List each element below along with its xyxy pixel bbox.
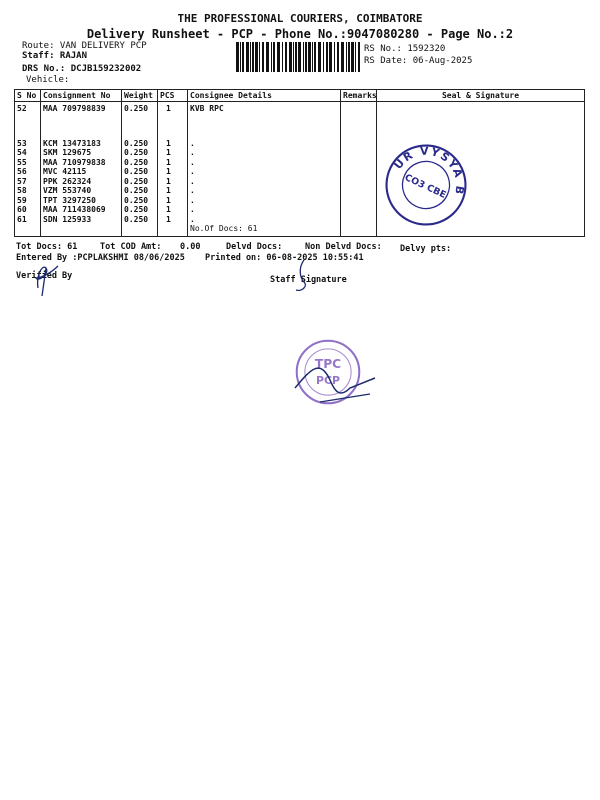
row-weight: 0.250 <box>122 196 158 206</box>
barcode-bar <box>266 42 269 72</box>
barcode-bar <box>293 42 294 72</box>
row-weight: 0.250 <box>122 167 158 177</box>
table-row <box>15 102 585 139</box>
non-delvd-docs: Non Delvd Docs: <box>305 242 382 252</box>
delvy-pts: Delvy pts: <box>400 244 452 254</box>
col-remarks: Remarks <box>341 90 377 102</box>
row-sno: 61 <box>15 215 41 225</box>
table-row <box>15 158 585 168</box>
row-remarks <box>341 158 377 168</box>
row-weight: 0.250 <box>122 139 158 149</box>
barcode-bar <box>303 42 304 72</box>
row-consignee: . <box>188 196 341 206</box>
barcode-bar <box>318 42 321 72</box>
barcode-bar <box>355 42 356 72</box>
signature-stamp-area <box>290 340 380 410</box>
barcode-bar <box>305 42 307 72</box>
barcode-bar <box>314 42 316 72</box>
vehicle-label: Vehicle: <box>26 75 70 85</box>
table-row <box>15 139 585 149</box>
barcode-bar <box>262 42 264 72</box>
row-pcs: 1 <box>158 148 188 158</box>
barcode-bar <box>250 42 251 72</box>
barcode-bar <box>351 42 354 72</box>
col-pcs: PCS <box>158 90 188 102</box>
row-consignment: MAA 711438069 <box>41 205 122 215</box>
barcode-bar <box>337 42 339 72</box>
row-pcs: 1 <box>158 196 188 206</box>
row-consignee: . <box>188 148 341 158</box>
row-remarks <box>341 148 377 158</box>
runsheet-title: Delivery Runsheet - PCP - Phone No.:9047080280 - Page No.:2 <box>86 27 514 41</box>
barcode-bar <box>308 42 311 72</box>
row-consignee: . <box>188 167 341 177</box>
barcode <box>236 42 361 72</box>
rs-number: RS No.: 1592320 <box>364 44 446 54</box>
summary-cell <box>122 224 158 236</box>
row-weight: 0.250 <box>122 215 158 225</box>
staff-signature: Staff Signature <box>270 275 347 285</box>
tpc-stamp-inner: PCP <box>316 374 340 388</box>
table-summary-row <box>15 224 585 236</box>
row-consignee: . <box>188 139 341 149</box>
barcode-bar <box>252 42 254 72</box>
row-pcs: 1 <box>158 102 188 139</box>
summary-cell <box>341 224 377 236</box>
summary-cell <box>41 224 122 236</box>
table-row <box>15 205 585 215</box>
barcode-bar <box>312 42 313 72</box>
row-weight: 0.250 <box>122 177 158 187</box>
row-remarks <box>341 186 377 196</box>
table-row <box>15 196 585 206</box>
row-consignee: KVB RPC <box>188 102 341 139</box>
row-pcs: 1 <box>158 205 188 215</box>
row-consignment: MAA 710979838 <box>41 158 122 168</box>
printed-on: Printed on: 06-08-2025 10:55:41 <box>205 253 364 263</box>
route-label: Route: VAN DELIVERY PCP <box>22 41 147 51</box>
row-pcs: 1 <box>158 215 188 225</box>
row-remarks <box>341 177 377 187</box>
row-consignee: . <box>188 186 341 196</box>
col-weight: Weight <box>122 90 158 102</box>
rs-date: RS Date: 06-Aug-2025 <box>364 56 473 66</box>
row-consignment: PPK 262324 <box>41 177 122 187</box>
row-consignee: . <box>188 205 341 215</box>
summary-cell <box>15 224 41 236</box>
barcode-bar <box>285 42 287 72</box>
table-row <box>15 177 585 187</box>
table-row <box>15 215 585 225</box>
row-sno: 53 <box>15 139 41 149</box>
row-sno: 57 <box>15 177 41 187</box>
barcode-bar <box>298 42 301 72</box>
row-consignment: SDN 125933 <box>41 215 122 225</box>
barcode-bar <box>242 42 244 72</box>
barcode-bar <box>259 42 260 72</box>
col-consignment: Consignment No <box>41 90 122 102</box>
row-remarks <box>341 139 377 149</box>
tot-cod-value: 0.00 <box>180 242 201 252</box>
barcode-bar <box>326 42 328 72</box>
row-sno: 56 <box>15 167 41 177</box>
table-row <box>15 167 585 177</box>
table-row <box>15 186 585 196</box>
barcode-bar <box>341 42 344 72</box>
row-pcs: 1 <box>158 167 188 177</box>
barcode-bar <box>277 42 280 72</box>
barcode-bar <box>255 42 258 72</box>
stamp-bank-inner: CO3 CBE <box>402 172 448 201</box>
barcode-bar <box>346 42 347 72</box>
row-consignment: MAA 709798839 <box>41 102 122 139</box>
row-sno: 54 <box>15 148 41 158</box>
barcode-bar <box>358 42 360 72</box>
table-row <box>15 148 585 158</box>
row-pcs: 1 <box>158 158 188 168</box>
row-weight: 0.250 <box>122 158 158 168</box>
verified-by: Verified By <box>16 271 73 281</box>
stamp-bank-name: KARUR VYSYA BANK <box>391 144 467 197</box>
barcode-bar <box>289 42 292 72</box>
barcode-bar <box>348 42 350 72</box>
row-sno: 55 <box>15 158 41 168</box>
row-weight: 0.250 <box>122 102 158 139</box>
staff-signature-mark <box>290 256 320 296</box>
row-remarks <box>341 167 377 177</box>
row-consignment: SKM 129675 <box>41 148 122 158</box>
row-sno: 60 <box>15 205 41 215</box>
row-consignee: . <box>188 215 341 225</box>
row-sno: 59 <box>15 196 41 206</box>
row-consignment: MVC 42115 <box>41 167 122 177</box>
row-pcs: 1 <box>158 177 188 187</box>
col-seal-signature: Seal & Signature <box>377 90 585 102</box>
row-pcs: 1 <box>158 186 188 196</box>
barcode-bar <box>271 42 272 72</box>
runsheet-table <box>14 89 585 237</box>
delvd-docs: Delvd Docs: <box>226 242 283 252</box>
row-weight: 0.250 <box>122 205 158 215</box>
verified-signature <box>28 258 68 298</box>
no-of-docs: No.Of Docs: 61 <box>188 224 341 236</box>
company-title: THE PROFESSIONAL COURIERS, COIMBATORE <box>177 12 423 25</box>
row-consignment: KCM 13473183 <box>41 139 122 149</box>
row-consignment: VZM 553740 <box>41 186 122 196</box>
entered-by: Entered By :PCPLAKSHMI 08/06/2025 <box>16 253 185 263</box>
row-weight: 0.250 <box>122 148 158 158</box>
barcode-bar <box>295 42 297 72</box>
tot-cod-label: Tot COD Amt: <box>100 242 162 252</box>
row-remarks <box>341 102 377 139</box>
row-consignee: . <box>188 177 341 187</box>
row-remarks <box>341 215 377 225</box>
row-seal <box>377 102 585 139</box>
barcode-bar <box>240 42 241 72</box>
table-header-row <box>15 90 585 102</box>
col-consignee: Consignee Details <box>188 90 341 102</box>
barcode-bar <box>246 42 249 72</box>
barcode-bar <box>236 42 239 72</box>
barcode-bar <box>282 42 283 72</box>
col-sno: S No <box>15 90 41 102</box>
row-remarks <box>341 205 377 215</box>
barcode-bar <box>334 42 335 72</box>
row-remarks <box>341 196 377 206</box>
staff-label: Staff: RAJAN <box>22 51 88 61</box>
row-pcs: 1 <box>158 139 188 149</box>
summary-cell <box>158 224 188 236</box>
barcode-bar <box>329 42 332 72</box>
row-sno: 52 <box>15 102 41 139</box>
tot-docs: Tot Docs: 61 <box>16 242 78 252</box>
row-sno: 58 <box>15 186 41 196</box>
bank-stamp <box>384 143 468 227</box>
row-consignee: . <box>188 158 341 168</box>
row-consignment: TPT 3297250 <box>41 196 122 206</box>
tpc-stamp-text: TPC <box>314 356 342 371</box>
row-weight: 0.250 <box>122 186 158 196</box>
barcode-bar <box>273 42 275 72</box>
barcode-bar <box>323 42 324 72</box>
drs-number: DRS No.: DCJB159232002 <box>22 64 142 74</box>
